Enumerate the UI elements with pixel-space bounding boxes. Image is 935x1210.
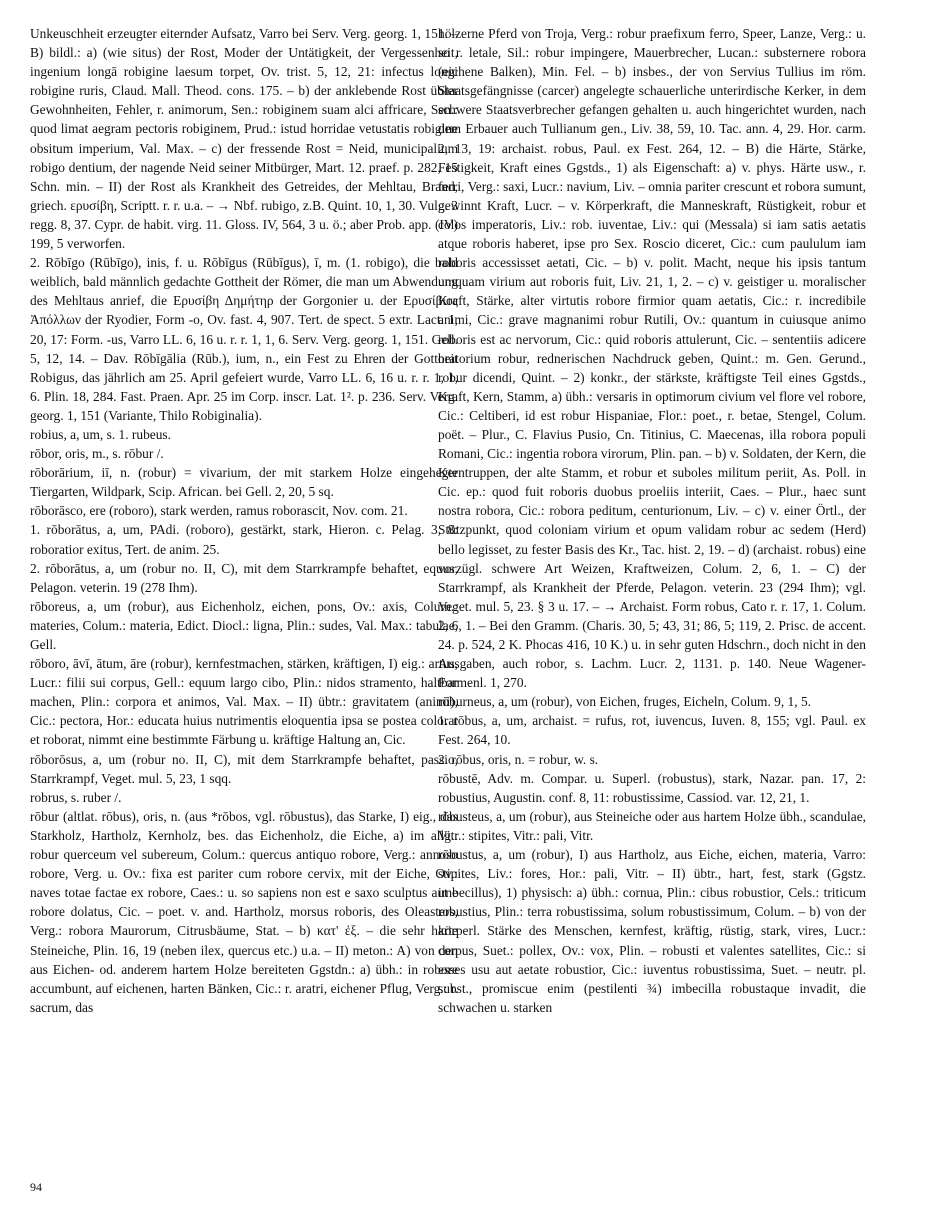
- left-column: [30, 24, 458, 1017]
- entry: 1. rōbus, a, um, archaist. = rufus, rot, iuvencus, Iuven. 8, 155; vgl. Paul. ex Fest. 264, 10.: [438, 713, 866, 748]
- entry: rōburneus, a, um (robur), von Eichen, fruges, Eicheln, Colum. 9, 1, 5.: [438, 694, 811, 710]
- entry: rōbustē, Adv. m. Compar. u. Superl. (robustus), stark, Nazar. pan. 17, 2: robustius, Augustin. conf. 8, 11: robustissime, Cassiod. var. 12, 21, 1.: [438, 770, 866, 805]
- entry: robius, a, um, s. 1. rubeus.: [30, 426, 171, 442]
- right-column: [438, 24, 866, 1017]
- entry: Unkeuschheit erzeugter eiternder Aufsatz, Varro bei Serv. Verg. georg. 1, 151. – B) bildl.: a) (wie situs) der Rost, Moder der Untätigkeit, der Vergessenheit, ingenium longā robigine laesum torpet, Ov. trist. 5, 12, 21: infectus longi robigine ruris, Claud. Mall. Theod. cons. 175. – b) der anklebende Rost übler Gewohnheiten, Fehler, r. animorum, Sen.: robiginem suam alci affricare, Sen.: quod limat aegram pectoris robiginem, Prud.: istud horridae vetustatis robigine obsitum imperium, Val. Max. – c) der fressende Rost = Neid, municipalium robigo dentium, der nagende Neid seiner Mitbürger, Mart. 12. praef. p. 282, 15 Schn. min. – II) der Rost als Krankheit des Getreides, der Mehltau, Brand, griech. ερυσίβη, Scriptt. r. r. u.a. – → Nbf. rubigo, z.B. Quint. 10, 1, 30. Vulg. 3 regg. 8, 37. Cypr. de habit. virg. 11. Gloss. IV, 564, 3 u. ö.; aber Prob. app. (IV) 199, 5 verworfen.: [30, 26, 458, 252]
- entry: rōboro, āvī, ātum, āre (robur), kernfestmachen, stärken, kräftigen, I) eig.: artus, Lucr.: filii sui corpus, Gell.: equum largo cibo, Plin.: nidos stramento, haltbar machen, Plin.: corpora et animos, Val. Max. – II) übtr.: gravitatem (animi), Cic.: pectora, Hor.: educata huius nutrimentis eloquentia ipsa se postea colorat et roborat, nimmt eine bestimmte Färbung u. kräftige Haltung an, Cic.: [30, 656, 458, 748]
- page-number: 94: [30, 1180, 42, 1194]
- entry: rōbur (altlat. rōbus), oris, n. (aus *rōbos, vgl. rōbustus), das Starke, I) eig., das Starkholz, Hartholz, Kernholz, bes. das Eichenholz, die Eiche, a) im allg.: robur querceum vel subereum, Colum.: quercus antiquo robore, Verg.: annoso robore, Verg. u. Ov.: fixa est pariter cum robore cervix, mit der Eiche, Ov.: naves totae factae ex robore, Caes.: u. so sapiens non est e saxo sculptus aut e robore dolatus, Cic. – poet. v. and. Hartholz, morsus roboris, des Oleasters, Verg.: robora Maurorum, Citrusbäume, Stat. – b) κατ' ἐξ. – die sehr harte Steineiche, Plin. 16, 19 (neben ilex, quercus etc.) u.a. – II) meton.: A) von den aus Eichen- od. anderem hartem Holze bereiteten Ggstdn.: a) übh.: in robore accumbunt, auf eichenen, harten Bänken, Cic.: r. aratri, eichener Pflug, Verg.: r. sacrum, das: [30, 808, 458, 1015]
- entry: 2. rōborātus, a, um (robur no. II, C), mit dem Starrkrampfe behaftet, equus, Pelagon. veterin. 19 (278 Ihm).: [30, 560, 458, 595]
- entry: rōborārium, iī, n. (robur) = vivarium, der mit starkem Holze eingehegte Tiergarten, Wildpark, Scip. African. bei Gell. 2, 20, 5 sq.: [30, 465, 458, 500]
- entry: 2. rōbus, oris, n. = robur, w. s.: [438, 751, 599, 767]
- entry: 1. rōborātus, a, um, PAdi. (roboro), gestärkt, stark, Hieron. c. Pelag. 3, 8: roboratior exitus, Tert. de anim. 25.: [30, 522, 458, 557]
- entry: rōbor, oris, m., s. rōbur /.: [30, 446, 164, 462]
- entry: rōborōsus, a, um (robur no. II, C), mit dem Starrkrampfe behaftet, passio, Starrkrampf, Veget. mul. 5, 23, 1 sqq.: [30, 751, 458, 786]
- entry: robrus, s. ruber /.: [30, 789, 122, 805]
- entry: rōboreus, a, um (robur), aus Eichenholz, eichen, pons, Ov.: axis, Colum.: materies, Colum.: materia, Edict. Diocl.: ligna, Plin.: sudes, Val. Max.: tabulae, Gell.: [30, 598, 458, 652]
- entry: hölzerne Pferd von Troja, Verg.: robur praefixum ferro, Speer, Lanze, Verg.: u. so r. letale, Sil.: robur impingere, Mauerbrecher, Lucan.: substernere robora (eichene Balken), Min. Fel. – b) insbes., der von Servius Tullius im röm. Staatsgefängnisse (carcer) angelegte schauerliche unterirdische Kerker, in dem schwere Staatsverbrecher gefangen gehalten u. auch hingerichtet wurden, nach dem Erbauer auch Tullianum gen., Liv. 38, 59, 10. Tac. ann. 4, 29. Hor. carm. 2, 13, 19: archaist. robus, Paul. ex Fest. 264, 12. – B) die Härte, Stärke, Festigkeit, Kraft eines Ggstds., 1) als Eigenschaft: a) v. phys. Härte usw., r. ferri, Verg.: saxi, Lucr.: navium, Liv. – omnia pariter crescunt et robora sumunt, gewinnt Kraft, Lucr. – v. Körperkraft, die Manneskraft, Rüstigkeit, robur et colos imperatoris, Liv.: rob. iuventae, Liv.: qui (Messala) si iam satis aetatis atque roboris haberet, ipse pro Sex. Roscio diceret, Cic.: cum paululum iam roboris accessisset aetati, Cic. – b) v. polit. Macht, neque his ipsis tantum umquam virium aut roboris fuit, Liv. 21, 1, 2. – c) v. geistiger u. moralischer Kraft, Stärke, alter virtutis robore firmior quam aetatis, Cic.: r. incredibile animi, Cic.: grave magnanimi robur Rutili, Ov.: quantum in cuiusque animo roboris est ac nervorum, Cic.: quid roboris attulerunt, Cic. – sententiis adicere oratorium robur, rednerischen Nachdruck geben, Quint.: m. Gen. Gerund., robur dicendi, Quint. – 2) konkr., der stärkste, kräftigste Teil eines Ggstds., Kraft, Kern, Stamm, a) übh.: versaris in optimorum civium vel flore vel robore, Cic.: Celtiberi, id est robur Hispaniae, Flor.: poet., r. betae, Stengel, Colum. poët. – Plur., C. Flavius Pusio, Cn. Titinius, C. Maecenas, illa robora populi Romani, Cic.: ingentia robora virorum, Plin. pan. – b) v. Soldaten, der Kern, die Kerntruppen, der alte Stamm, et robur et suboles militum periit, As. Poll. in Cic. ep.: quod fuit roboris duobus proeliis interiit, Caes. – Plur., haec sunt nostra robora, Cic.: robora peditum, centurionum, Liv. – c) v. einer Örtl., der Stützpunkt, quod coloniam virium et opum validam robur ac sedem (Herd) bello legisset, zu fester Basis des Kr., Tac. hist. 2, 19. – d) (archaist. robus) eine vorzügl. schwere Art Weizen, Kraftweizen, Colum. 2, 6, 1. – C) der Starrkrampf, als Krankheit der Pferde, Pelagon. veterin. 23 (294 Ihm); vgl. Veget. mul. 5, 23. § 3 u. 17. – → Archaist. Form robus, Cato r. r. 17, 1. Colum. 2, 6, 1. – Bei den Gramm. (Charis. 30, 5; 43, 31; 86, 5; 119, 2. Prisc. de accent. 24. p. 524, 2 K. Phocas 416, 10 K.) u. in sehr guten Hdschrn., doch nicht in den Ausgaben, auch robor, s. Lachm. Lucr. 2, 1131. p. 140. Neue Wagener-Formenl. 1, 270.: [438, 26, 866, 691]
- entry: rōborāsco, ere (roboro), stark werden, ramus roborascit, Nov. com. 21.: [30, 503, 408, 519]
- entry: rōbusteus, a, um (robur), aus Steineiche oder aus hartem Holze übh., scandulae, Vitr.: stipites, Vitr.: pali, Vitr.: [438, 808, 866, 843]
- entry: 2. Rōbīgo (Rūbīgo), inis, f. u. Rōbīgus (Rūbīgus), ī, m. (1. robigo), die bald weiblich, bald männlich gedachte Gottheit der Römer, die man um Abwendung des Mehltaus anrief, die Ερυσίβη Δημήτηρ der Gorgonier u. der Ερυσίβιος Ἀπόλλων der Ryodier, Form -o, Ov. fast. 4, 907. Tert. de spect. 5 extr. Lact. 1, 20, 17: Form. -us, Varro LL. 6, 16 u. r. r. 1, 1, 6. Serv. Verg. georg. 1, 151. Gell. 5, 12, 14. – Dav. Rōbīgālia (Rūb.), ium, n., ein Fest zu Ehren der Gottheit Robigus, das jährlich am 25. April gefeiert wurde, Varro LL. 6, 16 u. r. r. 1, 1, 6. Plin. 18, 284. Fast. Praen. Apr. 25 im Corp. inscr. Lat. 1². p. 236. Serv. Verg. georg. 1, 151 (Variante, Thilo Robiginalia).: [30, 255, 458, 423]
- entry: rōbustus, a, um (robur), I) aus Hartholz, aus Eiche, eichen, materia, Varro: stipites, Liv.: fores, Hor.: pali, Vitr. – II) übtr., hart, fest, stark (Ggstz. imbecillus), 1) physisch: a) übh.: cornua, Plin.: cibus robustior, Cels.: triticum robustius, Plin.: terra robustissima, solum robustissimum, Colum. – b) von der körperl. Stärke des Menschen, kernfest, kräftig, rüstig, stark, vires, Lucr.: corpus, Suet.: pollex, Ov.: vox, Plin. – robusti et valentes satellites, Cic.: si esses usu aut aetate robustior, Cic.: iuventus robustissima, Suet. – neutr. pl. subst., promiscue enim (pestilenti ¾) imbecilla robustaque invadit, die schwachen u. starken: [438, 847, 866, 1015]
